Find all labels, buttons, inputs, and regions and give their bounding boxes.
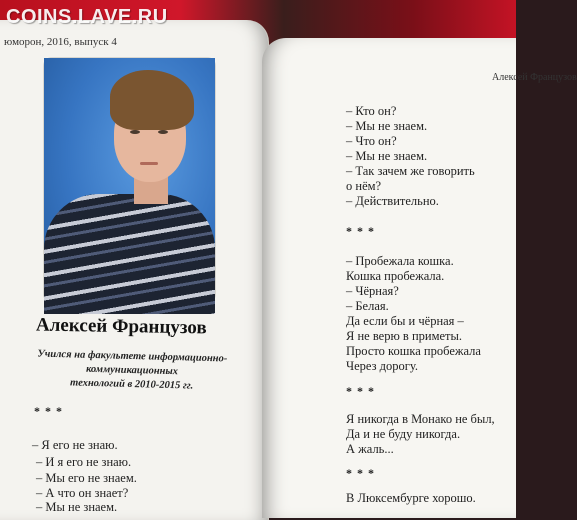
left-poem-line: – Я его не знаю. [32,438,118,452]
bio-line-1: Учился на факультете информационно-коммуникационных [37,348,228,378]
right-poem-line: – Чёрная? [346,284,399,298]
left-separator: * * * [34,404,63,418]
right-poem-line: Просто кошка пробежала [346,344,481,358]
portrait-striped-shirt [44,194,215,314]
portrait-right-eye [158,130,168,134]
left-poem-line: – А что он знает? [36,486,129,500]
right-poem-line: Через дорогу. [346,359,419,373]
left-poem-line: – И я его не знаю. [36,455,132,469]
bio-line-2: технологий в 2010-2015 гг. [69,377,194,392]
right-poem-line: Да если бы и чёрная – [346,314,464,328]
author-portrait-photo [44,58,215,302]
left-poem-line: – Мы не знаем. [36,500,118,514]
right-running-head: Алексей Французов [492,72,577,83]
right-poem-line: Я никогда в Монако не был, [346,412,495,426]
right-poem-line: – Так зачем же говорить [346,164,475,178]
left-running-head: юморон, 2016, выпуск 4 [4,36,117,48]
right-poem-line: В Люксембурге хорошо. [346,491,476,505]
right-separator-2: * * * [346,384,375,398]
right-separator-1: * * * [346,224,375,238]
site-watermark: COINS.LAVE.RU [6,6,168,28]
right-poem-line: – Кто он? [346,104,397,118]
right-poem-line: – Что он? [346,134,397,148]
right-poem-line: – Мы не знаем. [346,149,428,163]
right-poem-line: А жаль... [346,442,394,456]
right-poem-line: – Пробежала кошка. [346,254,454,268]
right-poem-line: – Белая. [346,299,389,313]
author-bio [3,347,260,396]
portrait-mouth [140,162,158,165]
right-poem-line: Кошка пробежала. [346,269,445,283]
portrait-left-eye [130,130,140,134]
right-poem-line: о нём? [346,179,382,193]
left-poem-line: – Мы его не знаем. [36,471,137,485]
author-name-heading: Алексей Французов [35,314,207,339]
right-poem-line: Да и не буду никогда. [346,427,461,441]
right-poem-line: Я не верю в приметы. [346,329,463,343]
right-poem-line: – Мы не знаем. [346,119,428,133]
right-poem-line: – Действительно. [346,194,439,208]
right-separator-3: * * * [346,466,375,480]
